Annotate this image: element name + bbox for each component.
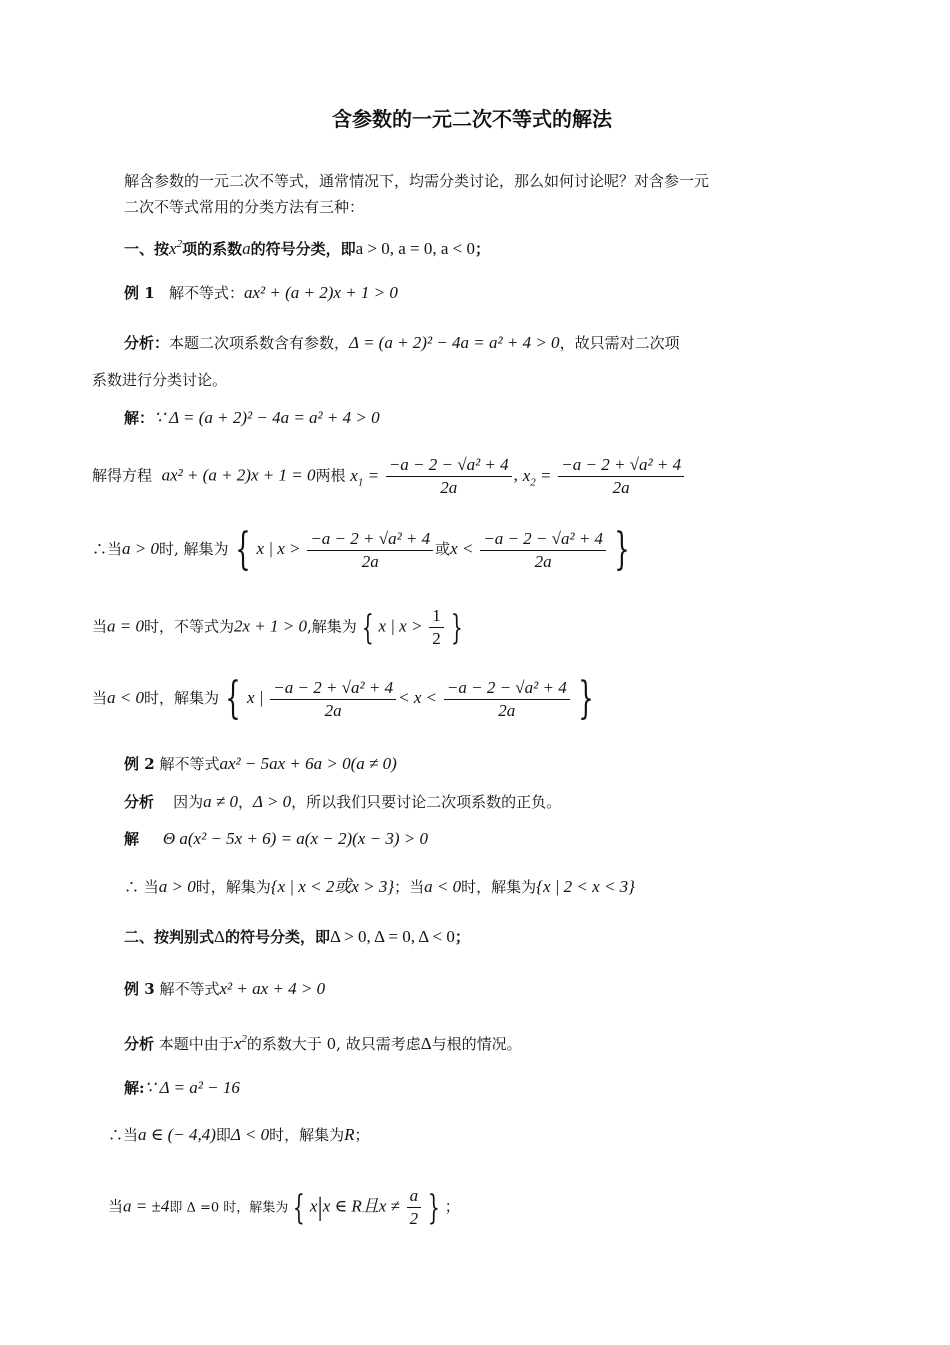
ex2-result: [124, 877, 635, 897]
ex1-x1-label: $x_1$ =: [350, 465, 380, 488]
sec1-part1: 一、按: [124, 240, 170, 258]
sec1-a: a: [242, 239, 251, 258]
ex1-case1-condition: a > 0: [122, 539, 159, 558]
ex1-case1-frac-a: [307, 529, 433, 572]
sec2-part1: 二、按判别式: [124, 928, 215, 946]
ex2-cond2: Δ > 0: [252, 792, 292, 811]
ex3-solution: [124, 1078, 240, 1098]
page-title: 含参数的一元二次不等式的解法: [332, 107, 612, 131]
ex1-case-negative: 当a < 0时，解集为 { x | $\frac{\text{−a − 2 + √a² + 4}}{2a}$ < x < $\frac{\text{−a − 2 − √a² + 4}}{2a}$ }: [92, 673, 594, 724]
ex3-case1-end: ；: [354, 1126, 370, 1144]
ex3-label: 例 3: [124, 980, 155, 998]
ex1-x1-denominator: 2a: [440, 478, 458, 497]
ex1-x1-fraction: [386, 455, 512, 498]
ex2-solution-label: 解: [124, 830, 140, 848]
ex1-case2-inequality: 2x + 1 > 0: [234, 616, 308, 636]
ex2-cond1: a ≠ 0: [203, 792, 238, 811]
ex2-solution: [124, 829, 428, 849]
ex2-result-cond1: a > 0: [158, 877, 196, 896]
ex1-x2-fraction: [558, 455, 684, 498]
ex1-case1-frac-b: [480, 529, 606, 572]
sec2-delta: Δ: [214, 927, 225, 946]
ex3-prompt: 解不等式: [159, 980, 220, 998]
ex1-x2-denominator: 2a: [612, 478, 630, 497]
ex2-result-mid1: 时，解集为: [195, 878, 271, 896]
section-1-heading: [124, 234, 490, 259]
ex3-case2-den: 2: [409, 1209, 419, 1228]
ex3-analysis-text2: 的系数大于 0, 故只需考虑: [246, 1035, 421, 1053]
example-2: [124, 754, 397, 774]
ex2-expression: ax² − 5ax + 6a > 0(a ≠ 0): [219, 754, 397, 773]
ex1-prompt: 解不等式：: [168, 284, 244, 302]
ex1-case2-half-num: 1: [429, 606, 444, 628]
ex1-case2-set-label: 解集为: [311, 617, 357, 636]
sec1-part2: 项的系数: [182, 240, 243, 258]
ex1-roots-equation: ax² + (a + 2)x + 1 = 0: [161, 465, 316, 485]
ex3-case2-end: ；: [444, 1197, 460, 1216]
ex3-case1-prefix: ∴当: [108, 1126, 139, 1144]
sec2-part2: 的符号分类，即: [224, 928, 330, 946]
ex1-case1-frac-a-den: 2a: [361, 551, 379, 571]
sec2-end: ；: [454, 928, 470, 946]
ex1-case1-frac-b-num: −a − 2 − √a² + 4: [480, 529, 606, 551]
intro-line-1: 解含参数的一元二次不等式，通常情况下，均需分类讨论，那么如何讨论呢？对含参一元: [124, 172, 710, 190]
ex1-solution-label: 解：: [124, 409, 155, 427]
ex3-case1-condition2: Δ < 0: [230, 1125, 270, 1144]
ex3-analysis: 分析 本题中由于$x^2$的系数大于 0, 故只需考虑Δ与根的情况。: [124, 1033, 522, 1053]
sec1-x2: $x^2$: [169, 238, 183, 258]
example-1: [124, 283, 398, 303]
ex3-solution-expression: ∵ Δ = a² − 16: [144, 1078, 240, 1097]
ex3-case1-set: R: [344, 1125, 355, 1144]
ex1-analysis-text: 本题二次项系数含有参数，: [169, 334, 350, 352]
ex1-case1-frac-b-den: 2a: [534, 551, 552, 571]
ex1-case2-mid: 时，不等式为: [144, 617, 235, 636]
intro-line-2: 二次不等式常用的分类方法有三种：: [124, 198, 365, 216]
ex1-case1-frac-a-num: −a − 2 + √a² + 4: [307, 529, 433, 551]
ex3-case2-set: x ∈ R且x ≠: [322, 1196, 400, 1216]
ex2-result-prefix: ∴ 当: [124, 878, 159, 896]
ex3-case2-fraction: [407, 1186, 422, 1229]
ex1-case1-mid: 时, 解集为: [159, 540, 229, 558]
ex1-analysis-tail: ，故只需对二次项: [559, 334, 680, 352]
ex3-expression: x² + ax + 4 > 0: [219, 979, 326, 998]
ex3-analysis-text1: 本题中由于: [158, 1035, 234, 1053]
ex3-case2-condition: a = ±4: [123, 1196, 170, 1216]
ex1-case3-frac-b: [444, 678, 570, 721]
ex1-case3-frac-a: [270, 678, 396, 721]
ex2-result-set2: {x | 2 < x < 3}: [536, 877, 635, 896]
ex1-roots-mid: 两根: [315, 466, 346, 485]
ex1-case1-prefix: ∴当: [92, 540, 123, 558]
ex2-label: 例 2: [124, 755, 155, 773]
ex1-roots-line: 解得方程 ax² + (a + 2)x + 1 = 0两根 $x_1$ = $\frac{\text{−a − 2 − √a² + 4}}{2a}$ , $x_2$ = $\frac{\text{−a − 2 + √a² + 4}}{2a}$: [92, 455, 686, 498]
sec1-condition: a > 0, a = 0, a < 0: [355, 239, 475, 258]
ex2-analysis-text1: 因为: [173, 793, 204, 811]
ex3-case-2: 当a = ±4即 Δ =0 时，解集为 { x|x ∈ R且x ≠ $\frac{a}{2}$ } ；: [108, 1186, 460, 1228]
sec1-part3: 的符号分类，即: [250, 240, 356, 258]
ex2-result-cond2: a < 0: [424, 877, 462, 896]
ex1-roots-prefix: 解得方程: [92, 466, 153, 485]
ex3-x2: $x^2$: [233, 1033, 247, 1053]
ex1-case3-frac-a-den: 2a: [324, 700, 342, 720]
ex3-case2-prefix: 当: [108, 1197, 124, 1216]
sec1-end: ；: [475, 240, 491, 258]
ex1-x1-numerator: −a − 2 − √a² + 4: [386, 455, 512, 477]
ex1-case1-or: 或: [435, 540, 451, 558]
ex2-solution-expression: Θ a(x² − 5x + 6) = a(x − 2)(x − 3) > 0: [162, 829, 428, 848]
ex3-analysis-label: 分析: [124, 1035, 155, 1053]
ex1-x2-numerator: −a − 2 + √a² + 4: [558, 455, 684, 477]
ex1-analysis-line-2: 系数进行分类讨论。: [92, 371, 228, 389]
example-3: [124, 979, 325, 999]
ex1-case3-frac-a-num: −a − 2 + √a² + 4: [270, 678, 396, 700]
ex1-case2-condition: a = 0: [107, 616, 144, 636]
ex1-case3-frac-b-num: −a − 2 − √a² + 4: [444, 678, 570, 700]
ex3-case1-mid: 即: [215, 1126, 231, 1144]
ex2-analysis: 分析 因为a ≠ 0，Δ > 0，所以我们只要讨论二次项系数的正负。: [124, 792, 562, 811]
ex1-case3-condition: a < 0: [107, 688, 144, 707]
ex1-case-positive: ∴当a > 0时, 解集为 { x | x > $\frac{\text{−a − 2 + √a² + 4}}{2a}$ 或x < $\frac{\text{−a − 2 − √a² + 4}}{2a}$ }: [92, 524, 630, 575]
ex1-solution: [124, 408, 380, 428]
ex2-analysis-label: 分析: [124, 793, 155, 811]
ex1-case2-half: [429, 606, 444, 649]
ex1-x2-label: $x_2$ =: [522, 465, 552, 488]
ex1-case-zero: 当a = 0时，不等式为2x + 1 > 0,解集为 { x | x > $\frac{1}{2}$ }: [92, 606, 463, 648]
ex3-case-1: [108, 1125, 370, 1145]
ex1-expression: ax² + (a + 2)x + 1 > 0: [244, 283, 398, 302]
ex3-case1-condition: a ∈ (− 4,4): [138, 1125, 216, 1144]
ex3-solution-label: 解:: [124, 1079, 145, 1097]
ex2-prompt: 解不等式: [159, 755, 220, 773]
sec2-condition: Δ > 0, Δ = 0, Δ < 0: [329, 927, 455, 946]
ex2-analysis-text2: ，所以我们只要讨论二次项系数的正负。: [291, 793, 562, 811]
ex1-case2-prefix: 当: [92, 617, 108, 636]
ex2-result-mid2: ；当: [394, 878, 425, 896]
ex1-analysis-expression: Δ = (a + 2)² − 4a = a² + 4 > 0: [349, 333, 560, 352]
section-2-heading: [124, 927, 470, 947]
ex2-result-mid3: 时，解集为: [461, 878, 537, 896]
ex3-case2-num: a: [407, 1186, 422, 1208]
ex3-analysis-text3: 与根的情况。: [431, 1035, 522, 1053]
ex1-solution-expression: ∵ Δ = (a + 2)² − 4a = a² + 4 > 0: [154, 408, 380, 427]
ex1-case3-prefix: 当: [92, 689, 108, 707]
ex3-case2-mid: 即 Δ =0 时，解集为: [169, 1200, 289, 1216]
ex1-analysis: [124, 333, 680, 353]
ex1-case3-frac-b-den: 2a: [498, 700, 516, 720]
ex3-case1-tail: 时，解集为: [269, 1126, 345, 1144]
ex2-result-set1: {x | x < 2或x > 3}: [270, 877, 395, 896]
ex1-case3-mid: 时，解集为: [144, 689, 220, 707]
ex1-analysis-label: 分析：: [124, 334, 170, 352]
ex1-label: 例 1: [124, 284, 155, 302]
ex1-case2-half-den: 2: [432, 629, 441, 648]
